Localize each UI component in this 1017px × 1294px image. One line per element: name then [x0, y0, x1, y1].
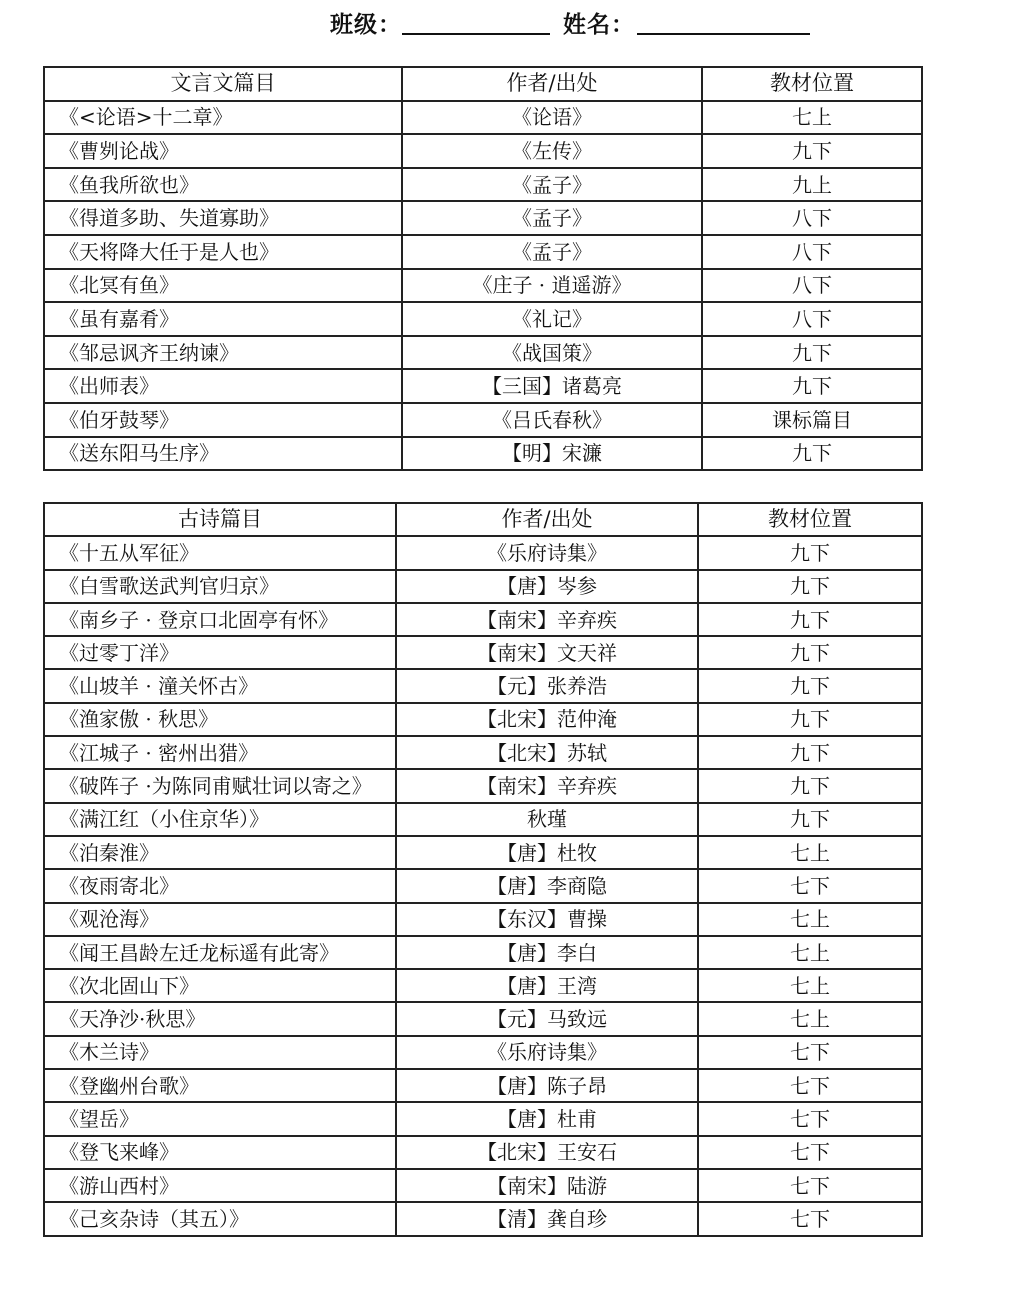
cell-title: 《己亥杂诗（其五）》	[44, 1202, 396, 1235]
table-row	[44, 201, 922, 235]
cell-location: 七上	[698, 936, 922, 969]
table-row	[44, 302, 922, 336]
table-row	[44, 134, 922, 168]
column-header-author: 作者/出处	[396, 503, 698, 536]
table-row	[44, 1002, 922, 1035]
table-row	[44, 101, 922, 135]
table-row	[44, 168, 922, 202]
cell-author: 【清】龚自珍	[396, 1202, 698, 1235]
cell-author: 【唐】李白	[396, 936, 698, 969]
cell-author: 【北宋】王安石	[396, 1136, 698, 1169]
cell-author: 【唐】王湾	[396, 969, 698, 1002]
student-info-header	[0, 4, 1017, 40]
table-row	[44, 570, 922, 603]
table-row	[44, 1136, 922, 1169]
cell-title: 《伯牙鼓琴》	[44, 403, 402, 437]
cell-title: 《出师表》	[44, 369, 402, 403]
class-label: 班级：	[330, 12, 402, 38]
cell-title: 《曹刿论战》	[44, 134, 402, 168]
cell-location: 九下	[698, 769, 922, 802]
table-row	[44, 1102, 922, 1135]
cell-author: 【东汉】曹操	[396, 903, 698, 936]
cell-author: 【元】张养浩	[396, 669, 698, 702]
cell-author: 《左传》	[402, 134, 702, 168]
cell-title: 《登飞来峰》	[44, 1136, 396, 1169]
table-row	[44, 1169, 922, 1202]
cell-title: 《破阵子 ·为陈同甫赋壮词以寄之》	[44, 769, 396, 802]
cell-author: 【北宋】苏轼	[396, 736, 698, 769]
cell-title: 《江城子 · 密州出猎》	[44, 736, 396, 769]
classical-prose-table	[43, 66, 923, 471]
table-row	[44, 969, 922, 1002]
table-row	[44, 836, 922, 869]
cell-location: 九下	[698, 570, 922, 603]
cell-author: 《礼记》	[402, 302, 702, 336]
cell-title: 《游山西村》	[44, 1169, 396, 1202]
cell-title: 《天净沙·秋思》	[44, 1002, 396, 1035]
cell-author: 【唐】陈子昂	[396, 1069, 698, 1102]
cell-title: 《白雪歌送武判官归京》	[44, 570, 396, 603]
cell-title: 《闻王昌龄左迁龙标遥有此寄》	[44, 936, 396, 969]
cell-author: 《乐府诗集》	[396, 536, 698, 569]
cell-author: 【南宋】文天祥	[396, 636, 698, 669]
ancient-poems-rows	[44, 536, 922, 1235]
table-row	[44, 536, 922, 569]
table-row	[44, 269, 922, 303]
cell-author: 【唐】杜甫	[396, 1102, 698, 1135]
cell-location: 九下	[698, 669, 922, 702]
table-row	[44, 803, 922, 836]
cell-author: 【唐】杜牧	[396, 836, 698, 869]
cell-title: 《虽有嘉肴》	[44, 302, 402, 336]
cell-location: 八下	[702, 235, 922, 269]
cell-location: 七下	[698, 869, 922, 902]
table-row	[44, 1069, 922, 1102]
cell-author: 《孟子》	[402, 235, 702, 269]
table-row	[44, 936, 922, 969]
cell-author: 《庄子 · 逍遥游》	[402, 269, 702, 303]
cell-location: 八下	[702, 302, 922, 336]
cell-title: 《观沧海》	[44, 903, 396, 936]
cell-location: 七上	[698, 1002, 922, 1035]
cell-title: 《得道多助、失道寡助》	[44, 201, 402, 235]
ancient-poems-table	[43, 502, 923, 1237]
cell-location: 九下	[702, 437, 922, 471]
cell-author: 《吕氏春秋》	[402, 403, 702, 437]
cell-location: 课标篇目	[702, 403, 922, 437]
cell-title: 《北冥有鱼》	[44, 269, 402, 303]
cell-location: 九下	[702, 134, 922, 168]
cell-author: 【明】宋濂	[402, 437, 702, 471]
cell-location: 九下	[698, 636, 922, 669]
cell-location: 九下	[698, 536, 922, 569]
column-header-location: 教材位置	[702, 67, 922, 101]
cell-title: 《过零丁洋》	[44, 636, 396, 669]
cell-title: 《次北固山下》	[44, 969, 396, 1002]
cell-title: 《南乡子 · 登京口北固亭有怀》	[44, 603, 396, 636]
cell-title: 《山坡羊 · 潼关怀古》	[44, 669, 396, 702]
cell-title: 《送东阳马生序》	[44, 437, 402, 471]
table-row	[44, 437, 922, 471]
cell-author: 【南宋】辛弃疾	[396, 769, 698, 802]
cell-author: 【南宋】陆游	[396, 1169, 698, 1202]
cell-location: 七下	[698, 1102, 922, 1135]
table-header-row	[44, 67, 922, 101]
cell-title: 《木兰诗》	[44, 1036, 396, 1069]
cell-title: 《望岳》	[44, 1102, 396, 1135]
name-label: 姓名：	[563, 12, 635, 38]
cell-title: 《渔家傲 · 秋思》	[44, 703, 396, 736]
table-row	[44, 1202, 922, 1235]
table-row	[44, 869, 922, 902]
cell-title: 《夜雨寄北》	[44, 869, 396, 902]
class-blank-field[interactable]	[402, 33, 550, 35]
column-header-title: 文言文篇目	[44, 67, 402, 101]
cell-author: 【唐】岑参	[396, 570, 698, 603]
cell-author: 《论语》	[402, 101, 702, 135]
cell-location: 七下	[698, 1202, 922, 1235]
cell-title: 《十五从军征》	[44, 536, 396, 569]
cell-location: 七下	[698, 1069, 922, 1102]
column-header-location: 教材位置	[698, 503, 922, 536]
table-row	[44, 1036, 922, 1069]
table-row	[44, 669, 922, 702]
table-row	[44, 703, 922, 736]
table-row	[44, 603, 922, 636]
cell-title: 《天将降大任于是人也》	[44, 235, 402, 269]
cell-location: 八下	[702, 269, 922, 303]
cell-author: 【元】马致远	[396, 1002, 698, 1035]
column-header-author: 作者/出处	[402, 67, 702, 101]
cell-title: 《邹忌讽齐王纳谏》	[44, 336, 402, 370]
cell-author: 《战国策》	[402, 336, 702, 370]
name-blank-field[interactable]	[637, 33, 810, 35]
cell-author: 《孟子》	[402, 201, 702, 235]
cell-title: 《鱼我所欲也》	[44, 168, 402, 202]
cell-location: 八下	[702, 201, 922, 235]
cell-location: 七上	[702, 101, 922, 135]
cell-location: 九下	[698, 703, 922, 736]
cell-title: 《满江红（小住京华）》	[44, 803, 396, 836]
cell-location: 九下	[698, 803, 922, 836]
table-row	[44, 403, 922, 437]
cell-location: 七上	[698, 836, 922, 869]
cell-location: 九下	[702, 369, 922, 403]
table-row	[44, 736, 922, 769]
cell-location: 九下	[698, 736, 922, 769]
cell-author: 《孟子》	[402, 168, 702, 202]
cell-location: 九上	[702, 168, 922, 202]
table-row	[44, 636, 922, 669]
table-row	[44, 903, 922, 936]
cell-location: 七下	[698, 1036, 922, 1069]
classical-prose-rows	[44, 101, 922, 471]
cell-author: 【唐】李商隐	[396, 869, 698, 902]
cell-title: 《泊秦淮》	[44, 836, 396, 869]
table-row	[44, 769, 922, 802]
cell-author: 秋瑾	[396, 803, 698, 836]
cell-location: 九下	[702, 336, 922, 370]
cell-location: 七下	[698, 1136, 922, 1169]
cell-author: 《乐府诗集》	[396, 1036, 698, 1069]
cell-location: 七下	[698, 1169, 922, 1202]
table-row	[44, 235, 922, 269]
column-header-title: 古诗篇目	[44, 503, 396, 536]
table-header-row	[44, 503, 922, 536]
cell-title: 《<论语>十二章》	[44, 101, 402, 135]
cell-location: 七上	[698, 969, 922, 1002]
cell-author: 【三国】诸葛亮	[402, 369, 702, 403]
cell-author: 【北宋】范仲淹	[396, 703, 698, 736]
table-row	[44, 369, 922, 403]
cell-location: 七上	[698, 903, 922, 936]
table-row	[44, 336, 922, 370]
cell-location: 九下	[698, 603, 922, 636]
cell-title: 《登幽州台歌》	[44, 1069, 396, 1102]
cell-author: 【南宋】辛弃疾	[396, 603, 698, 636]
